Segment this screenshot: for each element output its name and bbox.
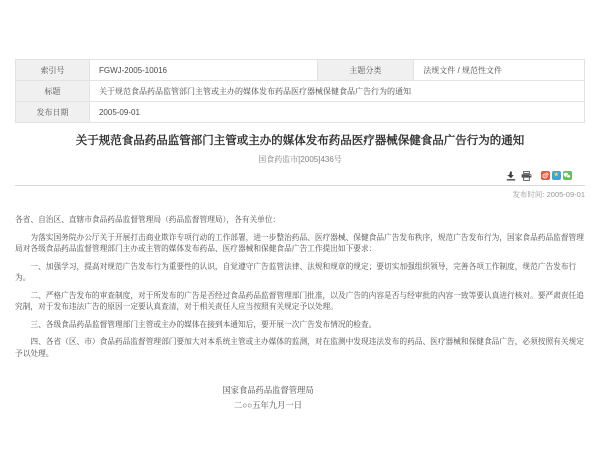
meta-label-date: 发布日期 xyxy=(16,102,90,123)
meta-value-date: 2005-09-01 xyxy=(89,102,584,123)
meta-label-index: 索引号 xyxy=(16,60,90,81)
meta-row-index-category xyxy=(16,60,585,81)
page-title: 关于规范食品药品监管部门主管或主办的媒体发布药品医疗器械保健食品广告行为的通知 xyxy=(75,135,525,147)
download-icon[interactable] xyxy=(506,170,517,181)
toolbar xyxy=(15,165,585,186)
document-body xyxy=(15,214,585,413)
paragraph-4: 三、各级食品药品监督管理部门主管或主办的媒体在接到本通知后，要开展一次广告发布情况的检查。 xyxy=(30,319,377,329)
paragraph-3: 二、严格广告发布的审查制度，对于所发布的广告是否经过食品药品监督管理部门批准，以及广告的内容是否与经审批的内容一致等要认真进行核对。要严肃责任追究制，对于发布违法广告的原因一定要认真查清，对于相关责任人应当按照有关规定予以处理。 xyxy=(15,290,584,311)
share-buttons xyxy=(541,171,573,181)
paragraph-1: 为落实国务院办公厅关于开展打击商业欺诈专项行动的工作部署，进一步整治药品、医疗器械、保健食品广告发布秩序，规范广告发布行为，国家食品药品监督管理局对各级食品药品监督管理部门主办或主管的媒体发布药品、医疗器械和保健食品广告工作提出如下要求： xyxy=(15,232,584,253)
meta-row-date xyxy=(16,102,585,123)
qzone-star-glyph: ★ xyxy=(553,171,560,179)
weibo-share-icon[interactable] xyxy=(541,171,551,181)
publish-time-label: 发布时间: xyxy=(512,190,545,199)
wechat-share-icon[interactable] xyxy=(563,171,573,181)
signature-org: 国家食品药品监督管理局 xyxy=(222,385,314,395)
signature-date: 二○○五年九月一日 xyxy=(233,400,303,410)
paragraph-2: 一、加强学习，提高对规范广告发布行为重要性的认识，自觉遵守广告监管法律、法规和规章的规定；要切实加强组织领导，完善各项工作制度，规范广告发布行为。 xyxy=(15,261,577,282)
signature-block xyxy=(15,383,521,413)
meta-label-title: 标题 xyxy=(16,81,90,102)
publish-time-value: 2005-09-01 xyxy=(546,190,585,199)
publish-time xyxy=(15,190,585,200)
meta-table xyxy=(15,59,585,123)
meta-value-category: 法规文件 / 规范性文件 xyxy=(414,60,585,81)
printer-icon[interactable] xyxy=(521,170,532,181)
doc-number: 国食药监市[2005]436号 xyxy=(258,155,342,164)
salutation: 各省、自治区、直辖市食品药品监督管理局（药品监督管理局），各有关单位： xyxy=(15,215,281,224)
qzone-share-icon[interactable] xyxy=(552,171,562,181)
meta-value-index: FGWJ-2005-10016 xyxy=(89,60,317,81)
meta-row-title xyxy=(16,81,585,102)
meta-value-title: 关于规范食品药品监管部门主管或主办的媒体发布药品医疗器械保健食品广告行为的通知 xyxy=(89,81,584,102)
document-page xyxy=(15,0,585,413)
paragraph-5: 四、各省（区、市）食品药品监督管理部门要加大对本系统主管或主办媒体的监测，对在监测中发现违法发布的药品、医疗器械和保健食品广告，必须按照有关规定予以处理。 xyxy=(15,337,584,358)
meta-label-category: 主题分类 xyxy=(317,60,414,81)
